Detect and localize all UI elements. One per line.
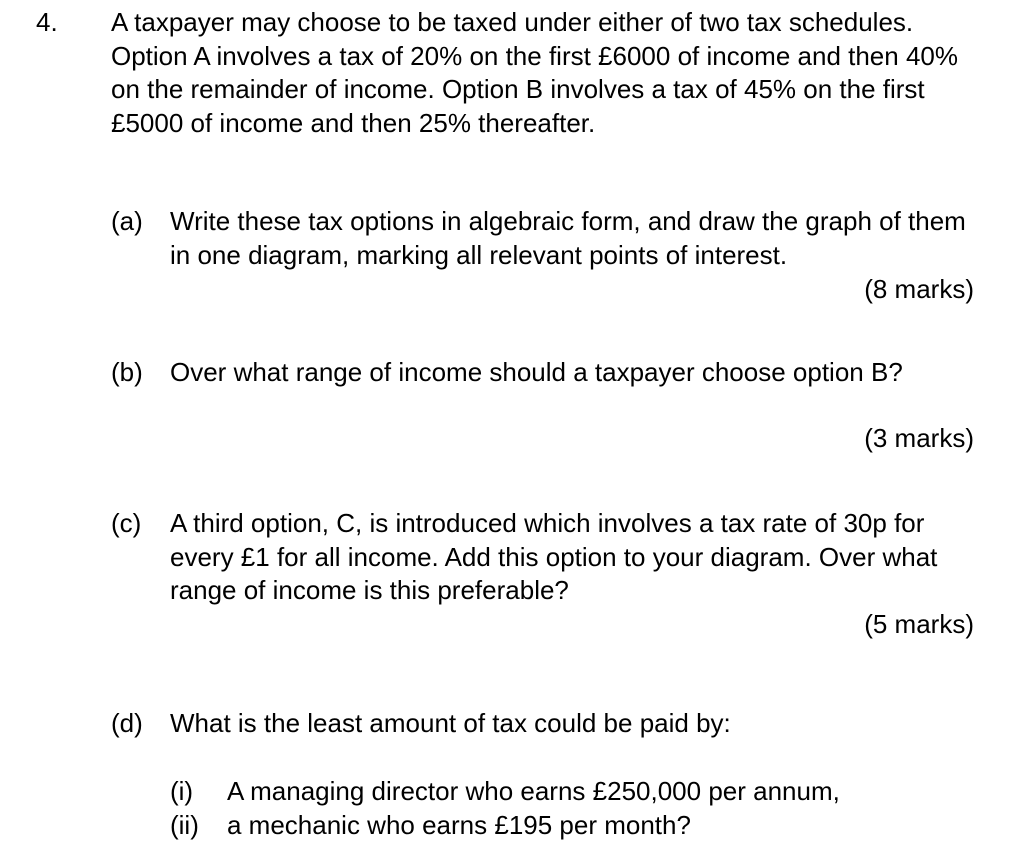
- part-d-subpart-i: [170, 775, 840, 808]
- subpart-i-label: (i): [170, 776, 194, 806]
- subpart-ii-text: a mechanic who earns £195 per month?: [227, 810, 691, 840]
- part-a-text: Write these tax options in algebraic form, and draw the graph of them in one diagram, marking all relevant points of interest.: [170, 206, 966, 270]
- part-d-text: What is the least amount of tax could be paid by:: [170, 708, 731, 738]
- part-d-label: (d): [111, 708, 143, 738]
- part-c-text: A third option, C, is introduced which involves a tax rate of 30p for every £1 for all income. Add this option to your diagram. Over what range of income is this preferable?: [170, 508, 938, 605]
- part-d-subpart-ii: [170, 809, 691, 842]
- question-number: 4.: [36, 7, 58, 37]
- part-a-label: (a): [111, 206, 143, 236]
- part-c-label: (c): [111, 508, 142, 538]
- part-d: [111, 707, 991, 741]
- subpart-ii-label: (ii): [170, 810, 199, 840]
- part-b-marks: (3 marks): [864, 423, 974, 453]
- part-b: [111, 356, 991, 390]
- part-a: [111, 205, 991, 272]
- part-c-marks: (5 marks): [864, 609, 974, 639]
- part-b-text: Over what range of income should a taxpayer choose option B?: [170, 357, 903, 387]
- part-a-marks: (8 marks): [864, 274, 974, 304]
- part-b-label: (b): [111, 357, 143, 387]
- subpart-i-text: A managing director who earns £250,000 per annum,: [227, 776, 840, 806]
- part-c: [111, 507, 991, 608]
- question-intro: A taxpayer may choose to be taxed under either of two tax schedules. Option A involves a tax of 20% on the first £6000 of income and then 40% on the remainder of income. Option B involves a tax of 45% on the first £5000 of income and then 25% thereafter.: [111, 7, 958, 138]
